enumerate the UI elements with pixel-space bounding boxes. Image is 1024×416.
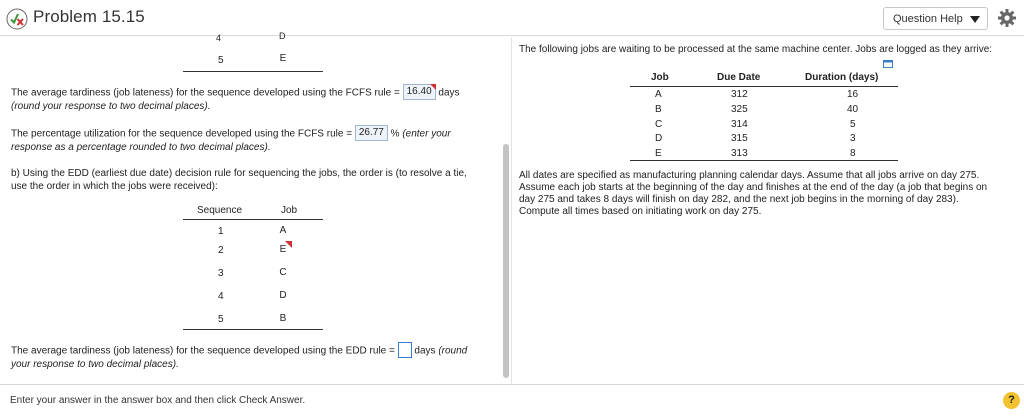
edd-row-job-value: C: [279, 267, 287, 278]
jobs-cell-job: B: [655, 104, 662, 115]
jobs-cell-duration: 40: [847, 104, 859, 115]
jobs-cell-job: A: [655, 89, 662, 100]
fcfs-tardiness-note: (round your response to two decimal places).: [11, 101, 211, 112]
edd-header-rule: [183, 219, 323, 220]
help-icon[interactable]: ?: [1003, 392, 1020, 409]
fcfs-utilization-note: response as a percentage rounded to two decimal places).: [11, 142, 271, 153]
expand-table-icon[interactable]: [883, 60, 893, 68]
jobs-cell-job: D: [655, 133, 663, 144]
clipped-row-job: D: [279, 31, 286, 41]
problem-statement-pane: [512, 37, 1024, 384]
jobs-cell-due: 315: [731, 133, 748, 144]
fcfs-utilization-hint: (enter your: [402, 128, 451, 140]
table-bottom-rule: [183, 71, 323, 72]
notes-line: Assume each job starts at the beginning of the day and finishes at the end of the day (a job that begins on: [519, 182, 988, 193]
edd-row-job-select[interactable]: [275, 242, 291, 258]
problem-notes: [519, 170, 1019, 218]
problem-title: Problem 15.15: [33, 7, 145, 26]
fcfs-utilization-value: 26.77: [358, 127, 384, 138]
jobs-header-duration: Duration (days): [805, 72, 879, 83]
edd-row-job-select[interactable]: [275, 223, 291, 239]
fcfs-tardiness-value: 16.40: [406, 86, 432, 97]
jobs-cell-duration: 5: [850, 119, 856, 130]
fcfs-last-row-job: E: [279, 53, 287, 64]
jobs-cell-duration: 3: [850, 133, 856, 144]
jobs-cell-due: 325: [731, 104, 748, 115]
jobs-bottom-rule: [630, 160, 898, 161]
jobs-header-due: Due Date: [717, 72, 761, 83]
edd-row-job-value: B: [279, 313, 287, 324]
jobs-cell-due: 313: [731, 148, 748, 159]
fcfs-utilization-answer[interactable]: [355, 125, 388, 141]
edd-tardiness-input[interactable]: [398, 342, 412, 358]
edd-tardiness-note: your response to two decimal places).: [11, 359, 179, 370]
edd-row-job-value: E: [279, 244, 287, 255]
footer-bar: [0, 384, 1024, 416]
question-help-button[interactable]: [883, 7, 988, 30]
notes-line: All dates are specified as manufacturing planning calendar days. Assume that all jobs arrive on day 275.: [519, 170, 980, 181]
fcfs-utilization-line: [11, 127, 451, 142]
jobs-cell-due: 314: [731, 119, 748, 130]
edd-row-job-select[interactable]: [275, 265, 291, 281]
notes-line: Compute all times based on initiating work on day 275.: [519, 206, 762, 217]
incorrect-flag-icon: [285, 241, 292, 248]
question-pane[interactable]: [0, 31, 500, 384]
edd-row-sequence: 2: [218, 245, 224, 256]
clipped-row-sequence: 4: [216, 33, 222, 43]
jobs-cell-due: 312: [731, 89, 748, 100]
edd-row-job-select[interactable]: [275, 288, 291, 304]
fcfs-tardiness-answer[interactable]: [403, 84, 436, 100]
partial-credit-icon: [6, 8, 28, 30]
fcfs-utilization-text: The percentage utilization for the sequence developed using the FCFS rule =: [11, 128, 355, 140]
notes-line: day 275 and takes 8 days will finish on day 282, and the next job begins in the morning of day 283).: [519, 194, 959, 205]
jobs-cell-job: E: [655, 148, 662, 159]
edd-tardiness-text: The average tardiness (job lateness) for the sequence developed using the EDD rule =: [11, 345, 398, 357]
gear-icon[interactable]: [997, 8, 1017, 28]
edd-bottom-rule: [183, 329, 323, 330]
question-scrollbar[interactable]: [503, 144, 509, 378]
edd-tardiness-line: [11, 344, 467, 359]
fcfs-tardiness-text: The average tardiness (job lateness) for the sequence developed using the FCFS rule =: [11, 87, 403, 99]
fcfs-tardiness-line: [11, 86, 460, 101]
fcfs-utilization-unit: %: [387, 128, 403, 140]
edd-tardiness-unit: days: [411, 345, 439, 357]
edd-header-sequence: Sequence: [197, 205, 243, 216]
jobs-cell-job: C: [655, 119, 663, 130]
edd-row-job-select[interactable]: [275, 311, 291, 327]
jobs-header-rule: [630, 86, 898, 87]
jobs-cell-duration: 16: [847, 89, 859, 100]
incorrect-flag-icon: [430, 84, 436, 90]
question-help-label: Question Help: [893, 13, 963, 25]
jobs-header-job: Job: [651, 72, 669, 83]
edd-header-job: Job: [281, 205, 298, 216]
problem-intro: The following jobs are waiting to be processed at the same machine center. Jobs are logged as they arrive:: [519, 44, 993, 55]
edd-row-sequence: 4: [218, 291, 224, 302]
edd-question-line2: use the order in which the jobs were received):: [11, 181, 218, 192]
edd-row-sequence: 5: [218, 314, 224, 325]
edd-row-sequence: 3: [218, 268, 224, 279]
jobs-cell-duration: 8: [850, 148, 856, 159]
header-bar: [0, 0, 1024, 36]
caret-down-icon: [970, 16, 980, 23]
edd-row-job-value: A: [279, 225, 287, 236]
edd-row-job-value: D: [279, 290, 287, 301]
edd-question-line1: b) Using the EDD (earliest due date) decision rule for sequencing the jobs, the order is (to resolve a tie,: [11, 168, 467, 179]
fcfs-last-row-sequence: 5: [218, 55, 224, 66]
edd-row-sequence: 1: [218, 226, 224, 237]
footer-instruction: Enter your answer in the answer box and then click Check Answer.: [10, 395, 306, 406]
fcfs-tardiness-unit: days: [435, 87, 460, 99]
edd-tardiness-hint: (round: [438, 345, 468, 357]
